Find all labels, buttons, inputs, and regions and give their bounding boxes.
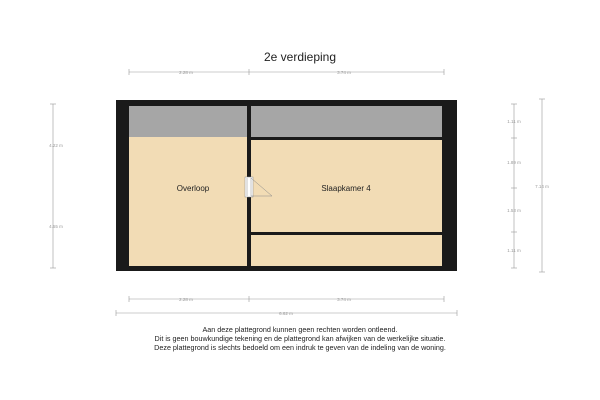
top-dimension bbox=[129, 69, 444, 75]
right-inner-dimension bbox=[511, 104, 517, 268]
left-dim-label-1: 4.22 m bbox=[49, 143, 63, 148]
top-dim-label-1: 2.28 m bbox=[179, 70, 193, 75]
floor-title: 2e verdieping bbox=[263, 50, 337, 64]
disclaimer-line: Deze plattegrond is slechts bedoeld om een indruk te geven van de indeling van de woning. bbox=[154, 343, 446, 352]
roof-slope-right bbox=[251, 106, 442, 137]
right-dim-label-4: 1.11 m bbox=[507, 248, 521, 253]
bottom-dimension bbox=[129, 296, 444, 302]
disclaimer bbox=[0, 325, 600, 352]
room-overloop bbox=[129, 137, 247, 266]
disclaimer-line: Aan deze plattegrond kunnen geen rechten worden ontleend. bbox=[202, 325, 398, 334]
right-total-dim-label: 7.14 m bbox=[535, 184, 549, 189]
right-dim-label-3: 1.53 m bbox=[507, 208, 521, 213]
room-slaapkamer-lower bbox=[251, 235, 442, 266]
bottom-dim-label-1: 2.28 m bbox=[179, 297, 193, 302]
roof-slope-left bbox=[129, 106, 247, 137]
top-dim-label-2: 3.74 m bbox=[337, 70, 351, 75]
total-width-label: 6.62 m bbox=[279, 311, 293, 316]
bottom-dim-label-2: 3.74 m bbox=[337, 297, 351, 302]
disclaimer-line: Dit is geen bouwkundige tekening en de plattegrond kan afwijken van de werkelijke situatie. bbox=[154, 334, 446, 343]
left-dim-label-2: 4.55 m bbox=[49, 224, 63, 229]
door-frame bbox=[245, 177, 253, 197]
building bbox=[116, 100, 457, 271]
room-label-slaapkamer: Slaapkamer 4 bbox=[321, 184, 371, 193]
left-dimension bbox=[50, 104, 56, 268]
right-dim-label-1: 1.11 m bbox=[507, 119, 521, 124]
room-label-overloop: Overloop bbox=[176, 184, 210, 193]
right-dim-label-2: 1.89 m bbox=[507, 160, 521, 165]
